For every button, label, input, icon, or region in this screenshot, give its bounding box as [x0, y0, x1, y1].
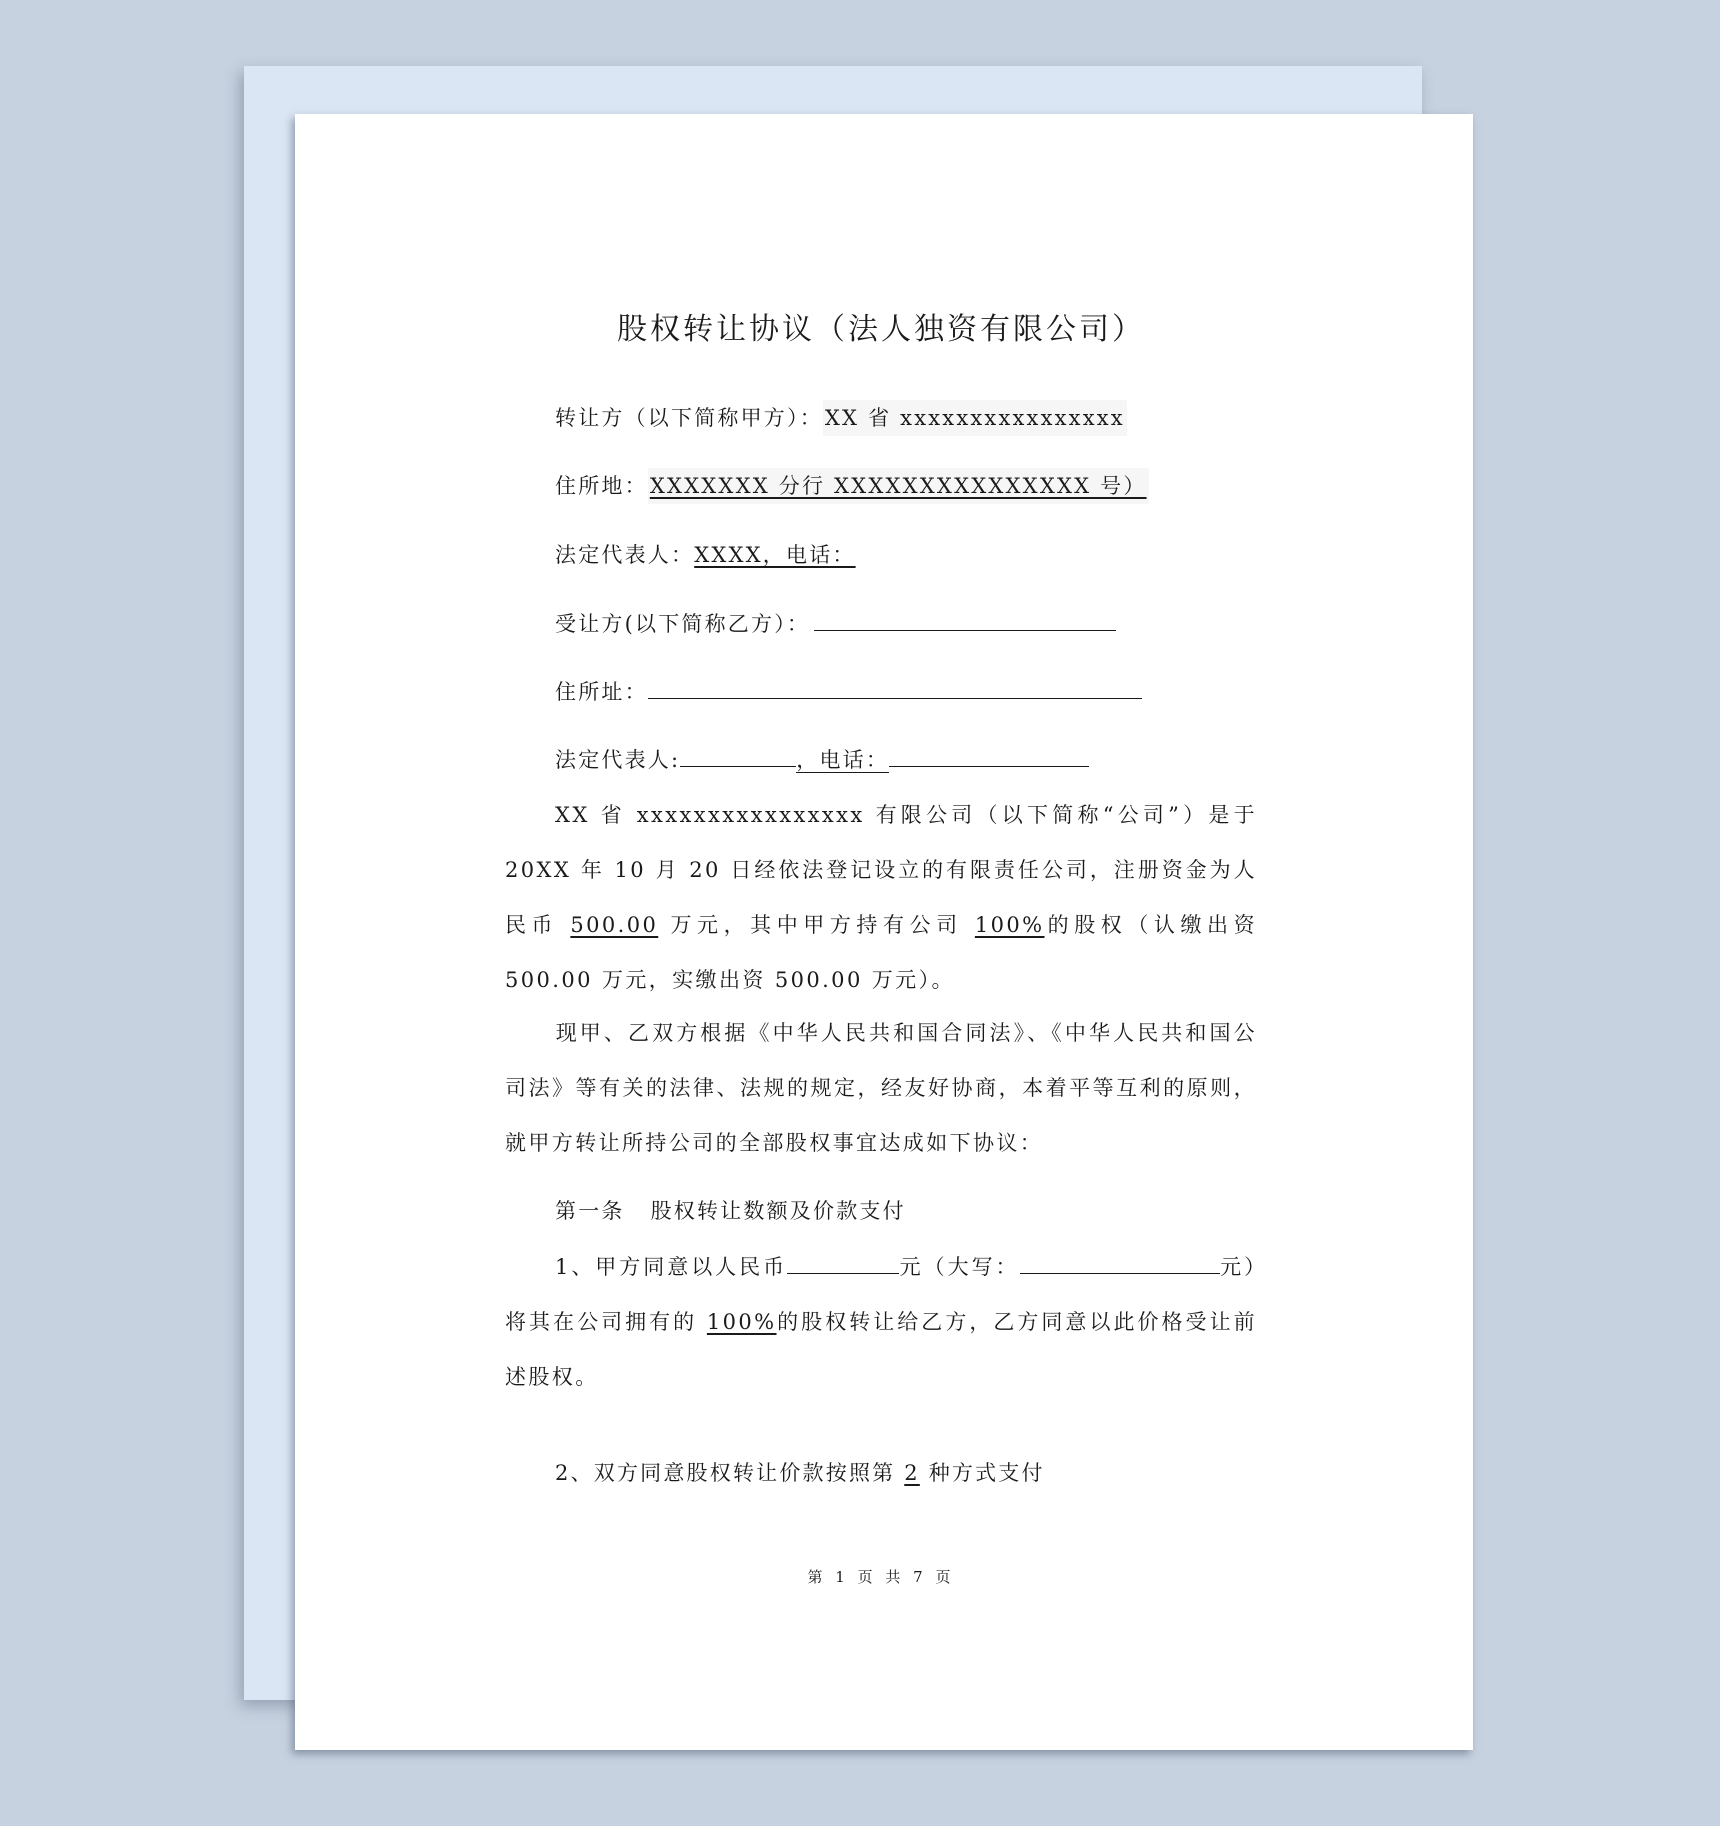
article1-heading — [555, 1196, 906, 1226]
basis-paragraph — [505, 1006, 1257, 1171]
transferor-label: 转让方（以下简称甲方）： — [555, 406, 823, 430]
clause2-text-1: 2、双方同意股权转让价款按照第 — [555, 1461, 905, 1485]
price-amount-blank[interactable] — [787, 1251, 899, 1274]
transferee-rep-blank[interactable] — [680, 744, 796, 767]
price-uppercase-blank[interactable] — [1020, 1251, 1220, 1274]
document-page — [295, 114, 1473, 1750]
clause1-text-2: 元（大写： — [899, 1255, 1020, 1279]
clause1-paragraph — [505, 1240, 1257, 1405]
transferor-rep-value[interactable]: XXXX，电话： — [694, 543, 856, 567]
transferee-blank[interactable] — [814, 608, 1116, 631]
transferee-address-line — [555, 676, 1142, 707]
transferee-line — [555, 608, 1116, 639]
intro-text-1: XX 省 xxxxxxxxxxxxxxxx 有限公司（以下简称“公司”）是于 20XX 年 10 月 20 日经依法登记设立的有限责任公司，注册资金为人民币 — [505, 803, 1257, 937]
clause1-text-1: 1、甲方同意以人民币 — [555, 1255, 788, 1279]
transferee-phone-label: ，电话： — [796, 748, 890, 772]
transferor-address-label: 住所地： — [555, 474, 648, 498]
transferee-label: 受让方(以下简称乙方）： — [555, 612, 811, 636]
transferee-address-label: 住所址： — [555, 680, 648, 704]
transferor-value[interactable]: XX 省 xxxxxxxxxxxxxxxx — [823, 400, 1127, 436]
transferee-rep-line — [555, 744, 1089, 775]
transferor-address-value[interactable]: XXXXXXX 分行 XXXXXXXXXXXXXXX 号） — [648, 468, 1149, 504]
transferor-rep-label: 法定代表人： — [555, 543, 695, 567]
clause1-text-3: 元）将其在公司拥有的 — [505, 1255, 1257, 1334]
payment-method-number[interactable]: 2 — [904, 1461, 920, 1485]
registered-capital: 500.00 — [570, 913, 659, 937]
transferee-address-blank[interactable] — [648, 676, 1142, 699]
transferee-phone-blank[interactable] — [889, 744, 1089, 767]
intro-text-2: 万元，其中甲方持有公司 — [658, 913, 975, 937]
document-title: 股权转让协议（法人独资有限公司） — [617, 312, 1145, 347]
page-footer: 第 1 页 共 7 页 — [807, 1568, 955, 1586]
basis-text: 现甲、乙双方根据《中华人民共和国合同法》、《中华人民共和国公司法》等有关的法律、法规的规定，经友好协商，本着平等互利的原则，就甲方转让所持公司的全部股权事宜达成如下协议： — [505, 1021, 1257, 1155]
clause1-share-percentage: 100% — [706, 1310, 777, 1334]
clause2-line — [555, 1458, 1045, 1488]
intro-text-3: 的股权（认缴出资 500.00 万元，实缴出资 500.00 万元）。 — [505, 913, 1257, 992]
article1-title: 股权转让数额及价款支付 — [650, 1199, 906, 1223]
transferee-rep-label: 法定代表人: — [555, 748, 681, 772]
transferor-address-line — [555, 471, 1149, 501]
intro-paragraph — [505, 788, 1257, 1008]
transferor-line — [555, 403, 1127, 433]
clause2-text-2: 种方式支付 — [919, 1461, 1045, 1485]
clause1-text-4: 的股权转让给乙方，乙方同意以此价格受让前述股权。 — [505, 1310, 1257, 1389]
transferor-rep-line — [555, 540, 856, 570]
share-percentage: 100% — [974, 913, 1045, 937]
article1-number: 第一条 — [555, 1199, 625, 1223]
